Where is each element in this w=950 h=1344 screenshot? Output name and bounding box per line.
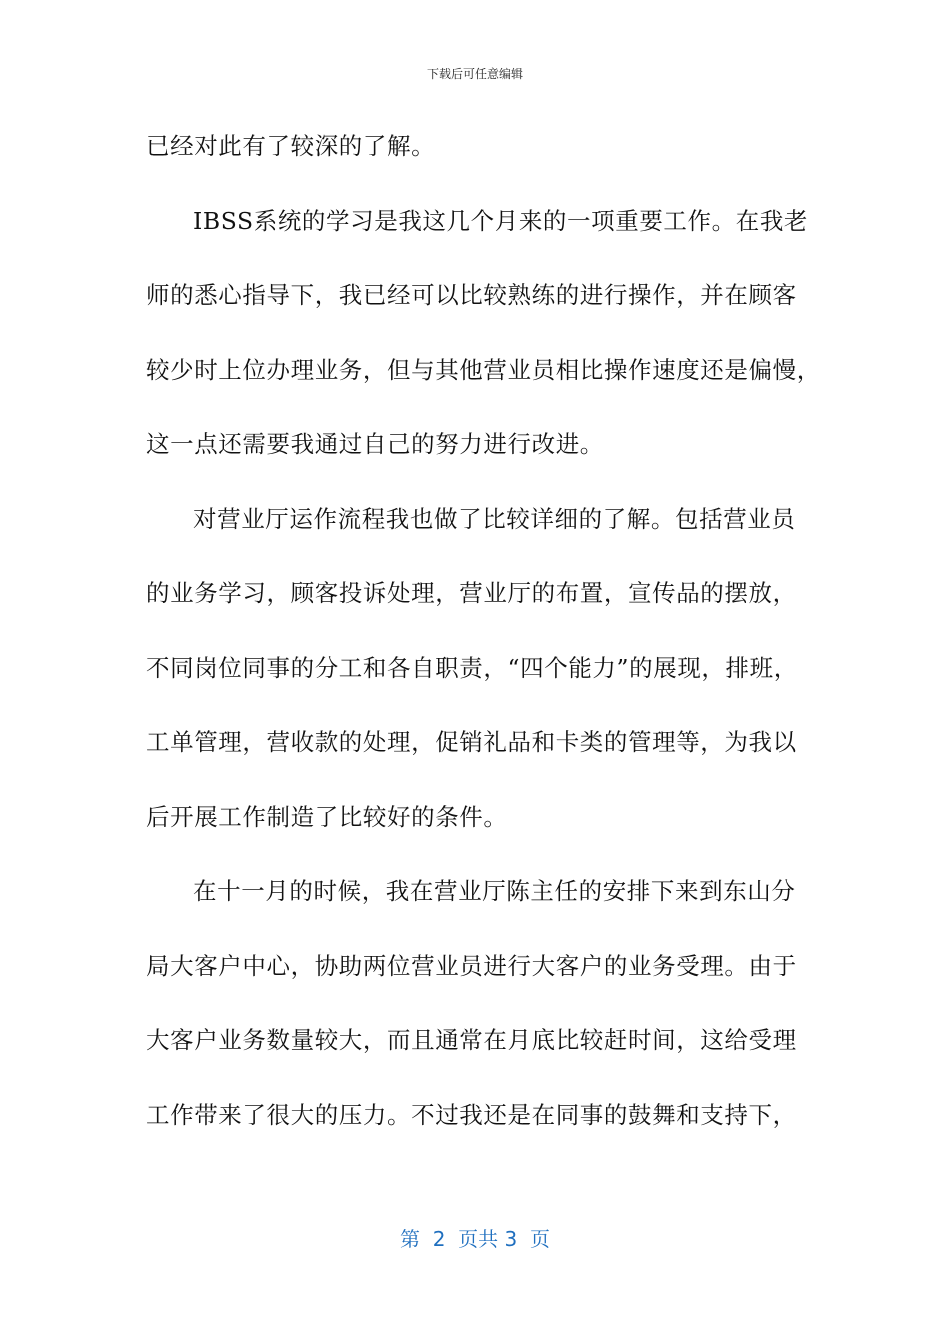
text-line: 大客户业务数量较大，而且通常在月底比较赶时间，这给受理	[146, 1026, 797, 1054]
text-line: 已经对此有了较深的了解。	[146, 132, 436, 160]
text-line: 在十一月的时候，我在营业厅陈主任的安排下来到东山分	[193, 877, 796, 905]
text-line: 不同岗位同事的分工和各自职责，“四个能力”的展现，排班，	[146, 653, 798, 682]
text-line: 局大客户中心，协助两位营业员进行大客户的业务受理。由于	[146, 951, 797, 980]
page-number-footer: 第 2 页共 3 页	[400, 1227, 550, 1251]
page-header: 下载后可任意编辑	[426, 67, 523, 81]
text-line: 师的悉心指导下，我已经可以比较熟练的进行操作，并在顾客	[146, 281, 797, 309]
text-line: 这一点还需要我通过自己的努力进行改进。	[146, 430, 604, 458]
body-text	[146, 120, 821, 1163]
text-line: 较少时上位办理业务，但与其他营业员相比操作速度还是偏慢，	[146, 355, 821, 384]
text-line: 后开展工作制造了比较好的条件。	[146, 802, 508, 831]
text-line: 工单管理，营收款的处理，促销礼品和卡类的管理等，为我以	[146, 728, 797, 756]
text-line: IBSS系统的学习是我这几个月来的一项重要工作。在我老	[193, 206, 809, 235]
text-line: 的业务学习，顾客投诉处理，营业厅的布置，宣传品的摆放，	[146, 579, 797, 607]
text-line: 工作带来了很大的压力。不过我还是在同事的鼓舞和支持下，	[146, 1100, 797, 1129]
text-line: 对营业厅运作流程我也做了比较详细的了解。包括营业员	[193, 504, 796, 533]
